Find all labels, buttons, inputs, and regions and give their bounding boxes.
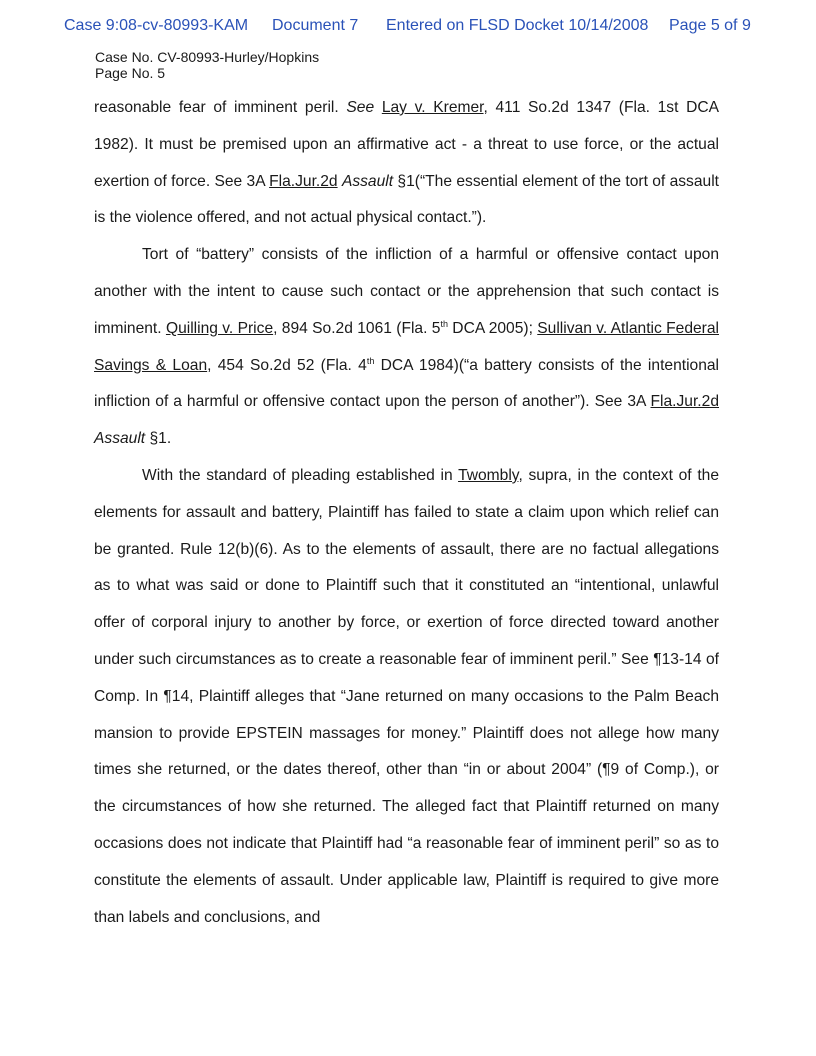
case-number-line: Case No. CV-80993-Hurley/Hopkins [95,49,320,65]
page-number-line: Page No. 5 [95,65,166,81]
citation-lay-v-kremer: Lay v. Kremer [381,99,484,116]
paragraph-pleading-standard: With the standard of pleading established in Twombly, supra, in the context of the elements for assault and battery, Plaintiff has failed to state a claim upon which relief can be granted. Rule 12(b)(6). As to the elements of assault, there are no factual allegations as to what was said or done to Plaintiff such that it constituted an “intentional, unlawful offer of corporal injury to another by force, or exertion of force directed toward another under such circumstances as to create a reasonable fear of imminent peril.” See ¶13-14 of Comp. In ¶14, Plaintiff alleges that “Jane returned on many occasions to the Palm Beach mansion to provide EPSTEIN massages for money.” Plaintiff does not allege how many times she returned, or the dates thereof, other than “in or about 2004” (¶9 of Comp.), or the circumstances of how she returned. The alleged fact that Plaintiff returned on many occasions does not indicate that Plaintiff had “a reasonable fear of imminent peril” so as to constitute the elements of assault. Under applicable law, Plaintiff is required to give more than labels and conclusions, and [94,466,719,926]
docket-page-count: Page 5 of 9 [669,17,751,34]
docket-entered-date: Entered on FLSD Docket 10/14/2008 [386,17,649,34]
ordinal-suffix: th [366,355,375,366]
citation-fla-jur: Fla.Jur.2d [650,393,719,411]
case-reference [95,49,319,81]
citation-sullivan-v-atlantic: Sullivan v. Atlantic Federal Savings & Loan [94,319,719,374]
document-body [94,90,719,936]
citation-assault-title: Assault [341,172,394,190]
ordinal-suffix: th [440,318,448,329]
paragraph-assault-continued: reasonable fear of imminent peril. See Lay v. Kremer, 411 So.2d 1347 (Fla. 1st DCA 1982). It must be premised upon an affirmative act - a threat to use force, or the actual exertion of force. See 3A Fla.Jur.2d Assault §1(“The essential element of the tort of assault is the violence offered, and not actual physical contact.”). [94,99,720,227]
docket-case-number: Case 9:08-cv-80993-KAM [64,17,249,34]
citation-quilling-v-price: Quilling v. Price [165,319,274,337]
citation-twombly: Twombly [458,466,519,484]
paragraph-battery: Tort of “battery” consists of the infliction of a harmful or offensive contact upon another with the intent to cause such contact or the apprehension that such contact is imminent. Quilling v. Price, 894 So.2d 1061 (Fla. 5th DCA 2005); Sullivan v. Atlantic Federal Savings & Loan, 454 So.2d 52 (Fla. 4th DCA 1984)(“a battery consists of the intentional infliction of a harmful or offensive contact upon the person of another”). See 3A Fla.Jur.2d Assault §1. [94,246,720,448]
citation-fla-jur: Fla.Jur.2d [269,172,338,190]
signal-see: See [346,99,375,116]
docket-document-number: Document 7 [272,17,359,34]
citation-assault-title: Assault [94,430,146,448]
docket-header [0,17,816,39]
